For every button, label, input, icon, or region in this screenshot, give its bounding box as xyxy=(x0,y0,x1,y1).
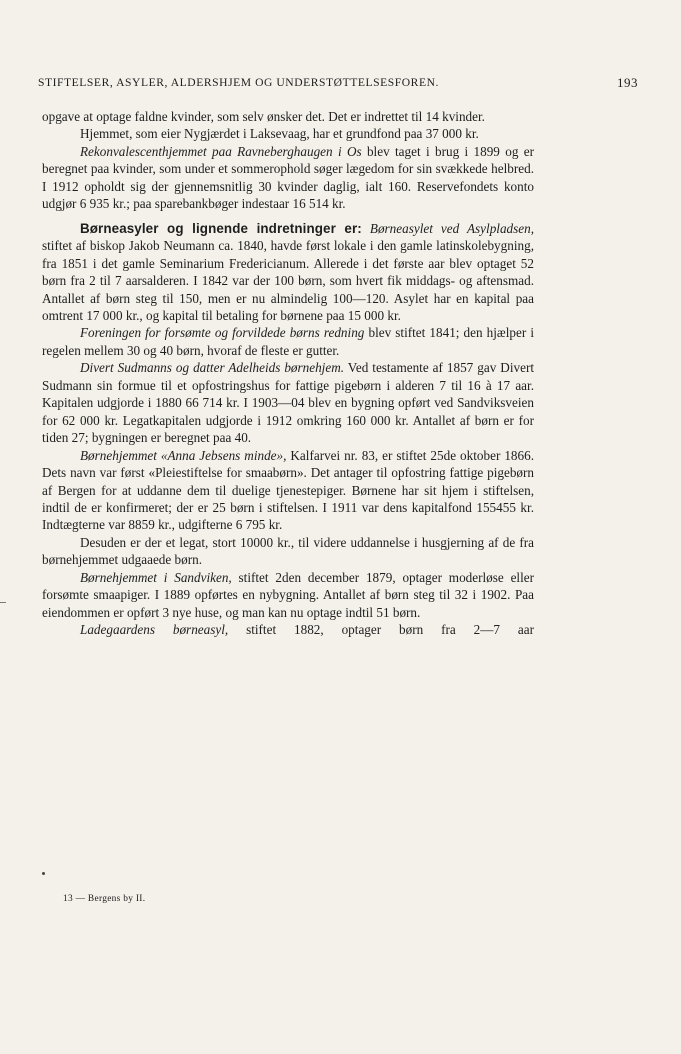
paragraph-10 xyxy=(42,621,534,638)
paragraph-9 xyxy=(42,569,534,621)
paragraph-5 xyxy=(42,324,534,359)
paragraph-8: Desuden er der et legat, stort 10000 kr., til videre uddannelse i husgjerning af de fra børnehjemmet udgaaede børn. xyxy=(42,534,534,568)
paragraph-1: opgave at optage faldne kvinder, som selv ønsker det. Det er indrettet til 14 kvinder. xyxy=(42,109,485,124)
margin-mark xyxy=(0,602,6,603)
running-title: STIFTELSER, ASYLER, ALDERSHJEM OG UNDERSTØTTELSESFOREN. xyxy=(38,76,439,89)
paragraph-4-text: stiftet af biskop Jakob Neumann ca. 1840, havde først lokale i den gamle latinskolebygning, fra 1851 i det gamle Seminarium Fredericianum. Allerede i det første aar blev optaget 52 børn fra 2 til 7 aarsalderen. I 1842 var der 100 børn, som hvert fik middags- og aftensmad. Antallet af børn steg til 150, men er nu almindelig 100—120. Asylet har en kapital paa omtrent 17 000 kr., og kapital til betaling for børnene paa 15 000 kr. xyxy=(42,238,534,323)
paragraph-7-title: Børnehjemmet «Anna Jebsens minde», xyxy=(80,447,287,463)
paragraph-3 xyxy=(42,143,534,213)
ink-speck xyxy=(42,872,45,875)
paragraph-3-text: blev taget i brug i 1899 og er beregnet paa kvinder, som under et sommerophold søger lægedom for sin svækkede helbred. I 1912 opholdt sig der gjennemsnitlig 30 kvinder daglig, ialt 160. Reservefondets konto udgjør 6 935 kr.; paa sparebankbøger indestaar 16 514 kr. xyxy=(42,143,535,212)
sheet-signature: 13 — Bergens by II. xyxy=(63,894,146,904)
paragraph-7 xyxy=(42,447,534,534)
paragraph-9-text: stiftet 2den december 1879, optager moderløse eller forsømte smaapiger. I 1889 opførtes en nybygning. Antallet af børn steg til 32 i 1902. Paa eiendommen er opført 3 nye huse, og man kan nu optage indtil 51 børn. xyxy=(42,569,534,620)
paragraph-9-title: Børnehjemmet i Sandviken, xyxy=(80,569,232,585)
paragraph-7-text: Kalfarvei nr. 83, er stiftet 25de oktober 1866. Dets navn var først «Pleiestiftelse for smaabørn». Det antager til opfostring fattige pigebørn af Bergen for at uddanne dem til duelige tjenestepiger. Børnene har sit hjem i stiftelsen, indtil de er konfirmeret; der er 25 børn i stiftelsen. I 1911 var dens kapitalfond 155455 kr. Indtægterne var 8859 kr., udgifterne 6 795 kr. xyxy=(42,447,534,533)
paragraph-6-text: Ved testamente af 1857 gav Divert Sudmann sin formue til et opfostringshus for fattige pigebørn i alderen 7 til 16 à 17 aar. Kapitalen udgjorde i 1880 66 714 kr. I 1903—04 blev en bygning opført ved Sandviksveien for 62 000 kr. Legatkapitalen udgjorde i 1912 omkring 160 000 kr. Antallet af børn er for tiden 27; bygningen er beregnet paa 40. xyxy=(42,360,534,446)
page-number: 193 xyxy=(617,75,638,90)
paragraph-2: Hjemmet, som eier Nygjærdet i Laksevaag, har et grundfond paa 37 000 kr. xyxy=(80,126,479,142)
paragraph-5-text: blev stiftet 1841; den hjælper i regelen mellem 30 og 40 børn, hvoraf de fleste er gutter. xyxy=(42,325,534,358)
section-heading: Børneasyler og lignende indretninger er: xyxy=(80,220,362,236)
paragraph-5-title: Foreningen for forsømte og forvildede børns redning xyxy=(80,325,365,341)
paragraph-6 xyxy=(42,359,534,446)
running-header xyxy=(38,76,638,89)
paragraph-4 xyxy=(42,220,534,325)
paragraph-6-title: Divert Sudmanns og datter Adelheids børnehjem. xyxy=(80,360,345,376)
paragraph-10-text: stiftet 1882, optager børn fra 2—7 aar xyxy=(228,622,535,638)
body-text xyxy=(42,108,534,639)
paragraph-3-title: Rekonvalescenthjemmet paa Ravneberghaugen i Os xyxy=(80,143,362,159)
paragraph-4-title: Børneasylet ved Asylpladsen, xyxy=(369,220,535,236)
paragraph-10-title: Ladegaardens børneasyl, xyxy=(80,622,229,638)
